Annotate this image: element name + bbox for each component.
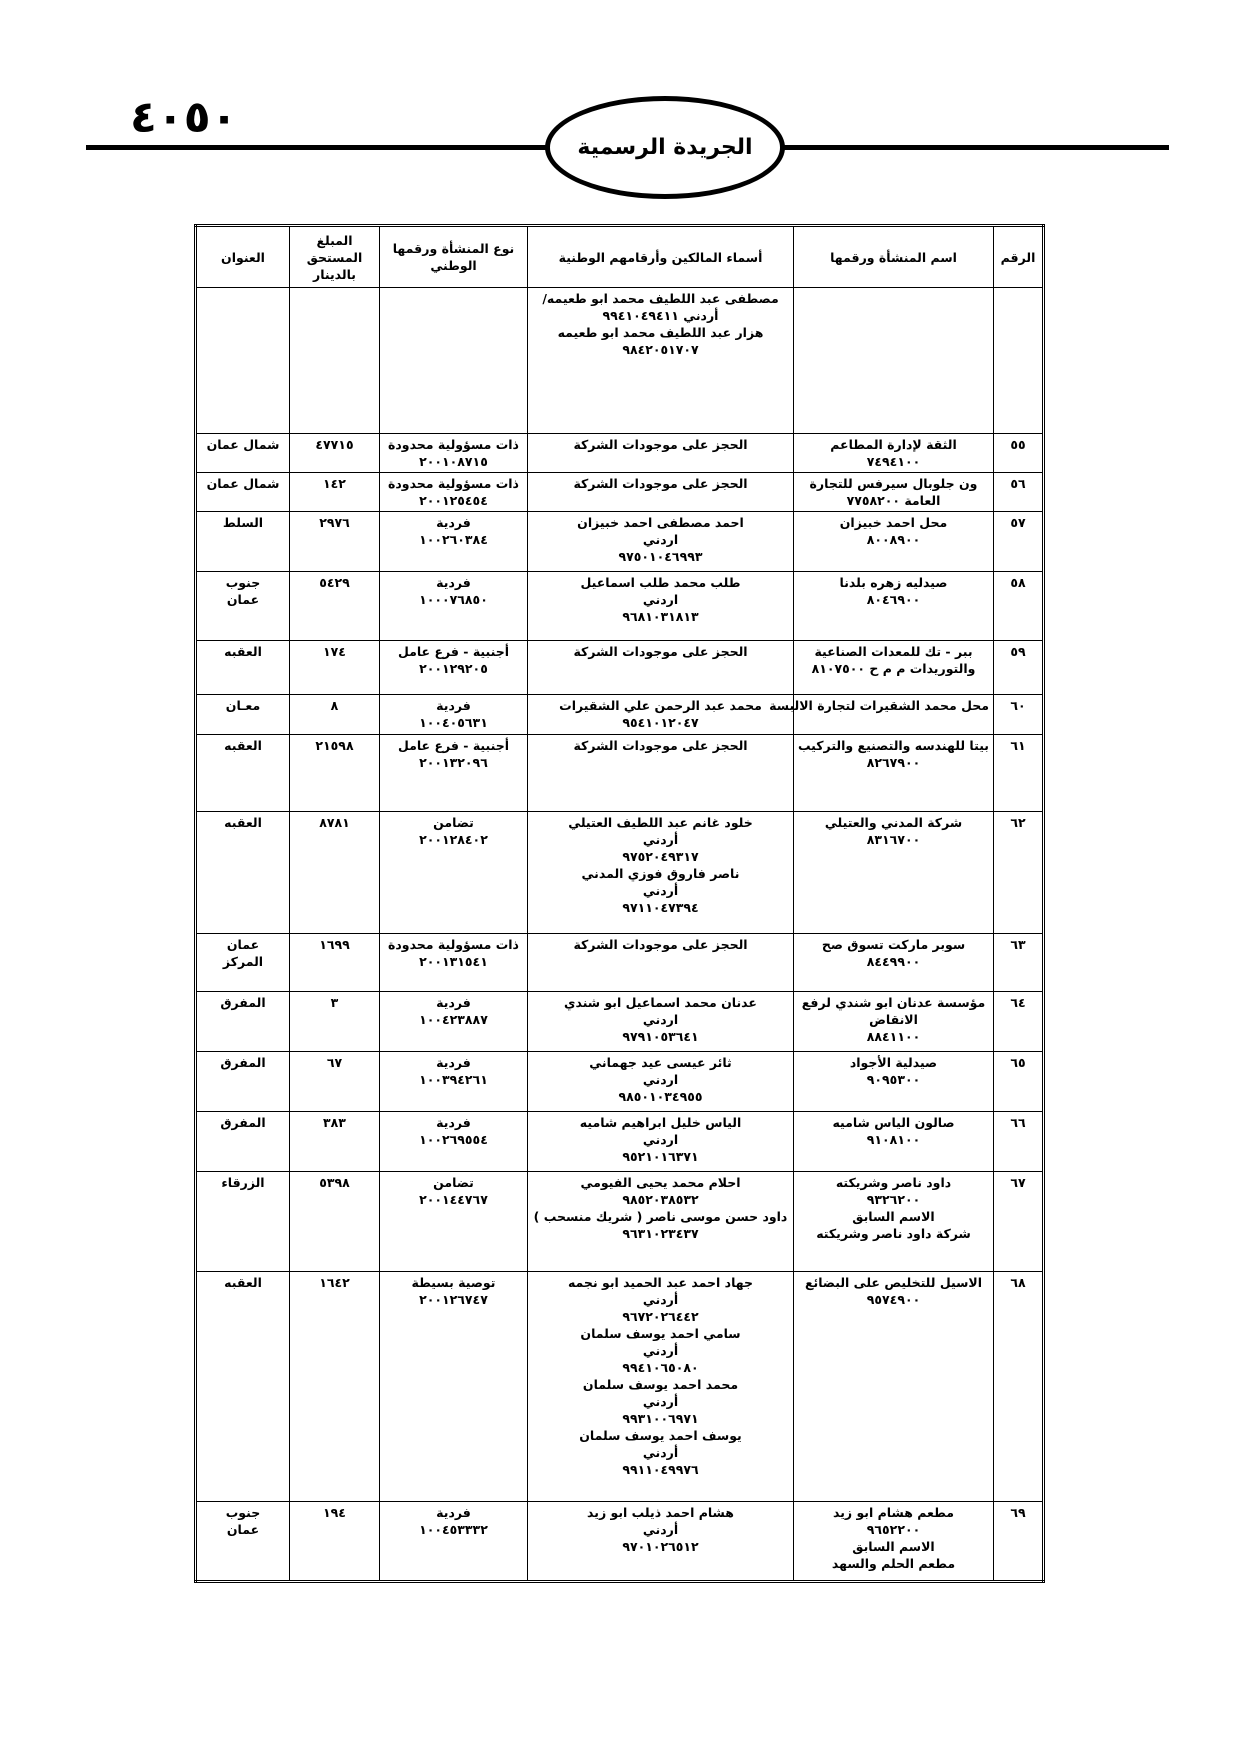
owners-cell-line: أردني xyxy=(642,883,679,898)
address-cell xyxy=(196,1052,290,1112)
owners-cell-line: ٩٦٨١٠٣١٨١٣ xyxy=(622,609,699,624)
owners-cell-line: احلام محمد يحيى الفيومي xyxy=(580,1175,741,1190)
owners-cell xyxy=(528,512,794,572)
address-cell xyxy=(196,1272,290,1502)
address-cell-line: المركز xyxy=(222,954,264,969)
establishment-cell xyxy=(794,473,994,512)
establishment-cell-line: شركة المدني والعتيلي xyxy=(824,815,963,830)
type-cell xyxy=(380,1052,528,1112)
establishment-cell-line: ٨٣١٦٧٠٠ xyxy=(866,832,921,847)
owners-cell-line: جهاد احمد عبد الحميد ابو نجمه xyxy=(567,1275,754,1290)
establishment-cell xyxy=(794,434,994,473)
type-cell xyxy=(380,473,528,512)
address-cell xyxy=(196,572,290,641)
owners-cell-line: اردني xyxy=(642,1072,679,1087)
col-header-amount: المبلغ المستحق بالدينار xyxy=(290,226,380,288)
owners-cell xyxy=(528,812,794,934)
address-cell xyxy=(196,512,290,572)
owners-cell xyxy=(528,1052,794,1112)
row-number: ٦٠ xyxy=(994,695,1044,735)
owners-cell-line: اردني xyxy=(642,532,679,547)
table-row xyxy=(196,641,1044,695)
col-header-establishment: اسم المنشأة ورقمها xyxy=(794,226,994,288)
owners-cell-line: الحجز على موجودات الشركة xyxy=(573,476,748,491)
owners-cell xyxy=(528,288,794,434)
col-header-owners: أسماء المالكين وأرقامهم الوطنية xyxy=(528,226,794,288)
header-title: الجريدة الرسمية xyxy=(577,135,753,160)
owners-cell-line: ٩٥٤١٠١٢٠٤٧ xyxy=(622,715,699,730)
address-cell xyxy=(196,1172,290,1272)
col-header-type: نوع المنشأة ورقمها الوطني xyxy=(380,226,528,288)
address-cell xyxy=(196,695,290,735)
type-cell xyxy=(380,992,528,1052)
amount-cell: ٥٤٢٩ xyxy=(290,572,380,641)
owners-cell-line: مصطفى عبد اللطيف محمد ابو طعيمه/ xyxy=(542,291,779,306)
type-cell xyxy=(380,812,528,934)
establishment-cell-line: ٩٦٥٢٢٠٠ xyxy=(866,1522,921,1537)
owners-cell-line: اردني xyxy=(642,1132,679,1147)
row-number: ٥٨ xyxy=(994,572,1044,641)
owners-cell-line: ٩٧٠١٠٢٦٥١٢ xyxy=(622,1539,699,1554)
table-row xyxy=(196,434,1044,473)
type-cell xyxy=(380,434,528,473)
establishment-cell-line: ٨٠٠٨٩٠٠ xyxy=(866,532,921,547)
amount-cell: ٥٣٩٨ xyxy=(290,1172,380,1272)
owners-cell-line: ٩٧٥٢٠٤٩٣١٧ xyxy=(622,849,699,864)
address-cell-line: العقبه xyxy=(224,815,262,830)
address-cell-line: المفرق xyxy=(220,1055,266,1070)
owners-cell-line: ٩٨٥٢٠٣٨٥٣٢ xyxy=(622,1192,699,1207)
establishment-cell-line: شركة داود ناصر وشريكته xyxy=(816,1226,971,1241)
table-row xyxy=(196,992,1044,1052)
header-oval xyxy=(545,96,785,199)
type-cell-line: فردية xyxy=(436,995,471,1010)
table-row xyxy=(196,1502,1044,1582)
owners-cell-line: ٩٧٩١٠٥٣٦٤١ xyxy=(622,1029,699,1044)
amount-cell: ٦٧ xyxy=(290,1052,380,1112)
type-cell-line: فردية xyxy=(436,575,471,590)
amount-cell: ٣ xyxy=(290,992,380,1052)
owners-cell-line: أردني xyxy=(642,1343,679,1358)
table-row xyxy=(196,934,1044,992)
establishment-cell-line: بيتا للهندسه والتصنيع والتركيب xyxy=(797,738,989,753)
address-cell-line: المفرق xyxy=(220,1115,266,1130)
type-cell-line: ٢٠٠١٢٦٧٤٧ xyxy=(419,1292,488,1307)
amount-cell: ١٦٩٩ xyxy=(290,934,380,992)
establishment-cell-line: مطعم هشام ابو زيد xyxy=(833,1505,954,1520)
establishment-cell xyxy=(794,812,994,934)
owners-cell-line: ٩٨٥٠١٠٣٤٩٥٥ xyxy=(618,1089,703,1104)
establishment-cell-line: صيدلية الأجواد xyxy=(849,1055,938,1070)
establishment-cell-line: ٧٤٩٤١٠٠ xyxy=(866,454,921,469)
amount-cell: ١٩٤ xyxy=(290,1502,380,1582)
type-cell-line: ذات مسؤولية محدودة xyxy=(388,937,519,952)
row-number: ٦٣ xyxy=(994,934,1044,992)
establishment-cell xyxy=(794,288,994,434)
table-row xyxy=(196,1172,1044,1272)
establishment-cell xyxy=(769,695,994,735)
establishment-cell-line: ٨٤٤٩٩٠٠ xyxy=(866,954,921,969)
header-rule-right xyxy=(782,145,1169,150)
establishment-cell xyxy=(794,572,994,641)
amount-cell: ٢١٥٩٨ xyxy=(290,735,380,812)
type-cell-line: ذات مسؤولية محدودة xyxy=(388,437,519,452)
owners-cell-line: داود حسن موسى ناصر ( شريك منسحب ) xyxy=(533,1209,788,1224)
address-cell-line: السلط xyxy=(222,515,264,530)
owners-cell-line: طلب محمد طلب اسماعيل xyxy=(580,575,741,590)
owners-cell xyxy=(528,992,794,1052)
establishment-cell-line: ٨٠٤٦٩٠٠ xyxy=(866,592,921,607)
type-cell xyxy=(380,934,528,992)
owners-cell xyxy=(528,1172,794,1272)
row-number: ٦٤ xyxy=(994,992,1044,1052)
establishment-cell-line: سوبر ماركت تسوق صح xyxy=(821,937,966,952)
owners-cell-line: ثائر عيسى عيد جهماني xyxy=(589,1055,732,1070)
address-cell-line: عمان xyxy=(226,592,260,607)
establishment-cell-line: صيدليه زهره بلدنا xyxy=(839,575,948,590)
type-cell xyxy=(380,512,528,572)
address-cell-line: شمال عمان xyxy=(206,437,280,452)
type-cell-line: ٢٠٠١٣١٥٤١ xyxy=(419,954,488,969)
address-cell xyxy=(196,812,290,934)
establishment-cell xyxy=(794,1112,994,1172)
owners-cell-line: محمد عبد الرحمن علي الشقيرات xyxy=(559,698,762,713)
establishment-cell xyxy=(794,512,994,572)
address-cell-line: عمان xyxy=(226,1522,260,1537)
amount-cell: ٣٨٣ xyxy=(290,1112,380,1172)
type-cell xyxy=(380,572,528,641)
owners-cell xyxy=(528,1272,794,1502)
type-cell-line: تضامن xyxy=(433,815,474,830)
owners-cell-line: أردني xyxy=(642,832,679,847)
address-cell xyxy=(196,641,290,695)
type-cell xyxy=(380,735,528,812)
type-cell-line: فردية xyxy=(436,1505,471,1520)
row-number: ٥٩ xyxy=(994,641,1044,695)
owners-cell xyxy=(528,695,794,735)
address-cell xyxy=(196,992,290,1052)
amount-cell: ١٦٤٢ xyxy=(290,1272,380,1502)
type-cell-line: فردية xyxy=(436,1055,471,1070)
owners-cell-line: الحجز على موجودات الشركة xyxy=(573,738,748,753)
establishment-cell-line: ٩١٠٨١٠٠ xyxy=(866,1132,921,1147)
owners-cell-line: عدنان محمد اسماعيل ابو شندي xyxy=(564,995,757,1010)
establishment-cell-line: مطعم الحلم والسهد xyxy=(831,1556,956,1571)
owners-cell-line: ٩٥٢١٠١٦٣٧١ xyxy=(622,1149,699,1164)
table-row xyxy=(196,735,1044,812)
owners-cell-line: أردني xyxy=(642,1445,679,1460)
row-number: ٥٥ xyxy=(994,434,1044,473)
type-cell xyxy=(380,1272,528,1502)
owners-cell-line: ٩٩٣١٠٠٦٩٧١ xyxy=(622,1411,699,1426)
row-number xyxy=(994,288,1044,434)
type-cell-line: توصية بسيطة xyxy=(411,1275,496,1290)
owners-cell-line: هزار عبد اللطيف محمد ابو طعيمه xyxy=(557,325,764,340)
records-table xyxy=(194,224,1045,1583)
establishment-cell-line: الاسم السابق xyxy=(852,1209,935,1224)
type-cell-line: أجنبية - فرع عامل xyxy=(397,644,510,659)
owners-cell-line: ٩٧١١٠٤٧٣٩٤ xyxy=(622,900,699,915)
establishment-cell xyxy=(794,641,994,695)
header-rule-left xyxy=(86,145,550,150)
type-cell xyxy=(380,1502,528,1582)
owners-cell xyxy=(528,641,794,695)
establishment-cell-line: الاسم السابق xyxy=(852,1539,935,1554)
owners-cell xyxy=(528,1112,794,1172)
type-cell-line: ١٠٠٤٢٣٨٨٧ xyxy=(419,1012,488,1027)
address-cell xyxy=(196,434,290,473)
establishment-cell xyxy=(794,934,994,992)
col-header-number: الرقم xyxy=(994,226,1044,288)
owners-cell xyxy=(528,934,794,992)
type-cell-line: ١٠٠٤٠٥٦٣١ xyxy=(419,715,488,730)
owners-cell-line: الياس خليل ابراهيم شاميه xyxy=(579,1115,742,1130)
owners-cell-line: أردني ٩٩٤١٠٤٩٤١١ xyxy=(602,308,719,323)
type-cell-line: فردية xyxy=(436,1115,471,1130)
type-cell-line: ١٠٠٣٩٤٢٦١ xyxy=(419,1072,488,1087)
row-number: ٥٧ xyxy=(994,512,1044,572)
row-number: ٦٥ xyxy=(994,1052,1044,1112)
row-number: ٦٦ xyxy=(994,1112,1044,1172)
address-cell xyxy=(196,473,290,512)
establishment-cell-line: مؤسسة عدنان ابو شندي لرفع xyxy=(801,995,986,1010)
type-cell-line: ذات مسؤولية محدودة xyxy=(388,476,519,491)
owners-cell-line: احمد مصطفى احمد خبيزان xyxy=(577,515,744,530)
table-header-row xyxy=(196,226,1044,288)
owners-cell-line: الحجز على موجودات الشركة xyxy=(573,437,748,452)
address-cell-line: العقبه xyxy=(224,738,262,753)
type-cell-line: فردية xyxy=(436,515,471,530)
type-cell xyxy=(380,1172,528,1272)
table-row xyxy=(196,1272,1044,1502)
establishment-cell-line: ٨٨٤١١٠٠ xyxy=(866,1029,921,1044)
amount-cell xyxy=(290,288,380,434)
owners-cell-line: ٩٦٧٢٠٢٦٤٤٢ xyxy=(622,1309,699,1324)
owners-cell-line: محمد احمد يوسف سلمان xyxy=(582,1377,739,1392)
type-cell xyxy=(380,641,528,695)
address-cell xyxy=(196,288,290,434)
owners-cell-line: ٩٩٤١٠٦٥٠٨٠ xyxy=(622,1360,699,1375)
establishment-cell-line: والتوريدات م م ح ٨١٠٧٥٠٠ xyxy=(811,661,976,676)
address-cell xyxy=(196,934,290,992)
type-cell-line: ٢٠٠١٢٥٤٥٤ xyxy=(419,493,488,508)
type-cell-line: ١٠٠٠٧٦٨٥٠ xyxy=(419,592,488,607)
establishment-cell xyxy=(794,992,994,1052)
type-cell-line: ٢٠٠١٤٤٧٦٧ xyxy=(419,1192,488,1207)
owners-cell-line: هشام احمد ذيلب ابو زيد xyxy=(587,1505,734,1520)
table-row xyxy=(196,1052,1044,1112)
owners-cell xyxy=(528,572,794,641)
establishment-cell-line: ٨٢٦٧٩٠٠ xyxy=(866,755,921,770)
table-row xyxy=(196,812,1044,934)
owners-cell-line: ٩٦٣١٠٢٣٤٣٧ xyxy=(622,1226,699,1241)
establishment-cell xyxy=(794,1502,994,1582)
table-row xyxy=(196,572,1044,641)
establishment-cell-line: الثقة لإدارة المطاعم xyxy=(830,437,957,452)
amount-cell: ٨٧٨١ xyxy=(290,812,380,934)
amount-cell: ١٤٢ xyxy=(290,473,380,512)
table-row xyxy=(196,512,1044,572)
table-body xyxy=(196,288,1044,1582)
address-cell-line: الزرقاء xyxy=(221,1175,265,1190)
owners-cell-line: يوسف احمد يوسف سلمان xyxy=(579,1428,742,1443)
owners-cell xyxy=(528,735,794,812)
owners-cell-line: ٩٩١١٠٤٩٩٧٦ xyxy=(622,1462,699,1477)
type-cell-line: تضامن xyxy=(433,1175,474,1190)
row-number: ٦٧ xyxy=(994,1172,1044,1272)
amount-cell: ١٧٤ xyxy=(290,641,380,695)
owners-cell-line: أردني xyxy=(642,1292,679,1307)
amount-cell: ٤٧٧١٥ xyxy=(290,434,380,473)
col-header-address: العنوان xyxy=(196,226,290,288)
establishment-cell-line: العامة ٧٧٥٨٢٠٠ xyxy=(846,493,941,508)
establishment-cell xyxy=(794,735,994,812)
address-cell-line: معـان xyxy=(225,698,261,713)
type-cell-line: ٢٠٠١٢٩٢٠٥ xyxy=(419,661,488,676)
establishment-cell-line: الانقاض xyxy=(869,1012,918,1027)
establishment-cell-line: ٩٥٧٤٩٠٠ xyxy=(866,1292,921,1307)
table-row xyxy=(196,1112,1044,1172)
page-number: ٤٠٥٠ xyxy=(130,92,238,143)
address-cell-line: جنوب xyxy=(225,1505,261,1520)
row-number: ٦٨ xyxy=(994,1272,1044,1502)
table-row xyxy=(196,473,1044,512)
type-cell xyxy=(380,1112,528,1172)
establishment-cell xyxy=(794,1272,994,1502)
type-cell xyxy=(380,288,528,434)
owners-cell-line: أردني xyxy=(642,1394,679,1409)
establishment-cell-line: داود ناصر وشريكته xyxy=(835,1175,952,1190)
address-cell-line: شمال عمان xyxy=(206,476,280,491)
owners-cell xyxy=(528,473,794,512)
owners-cell-line: ٩٨٤٢٠٥١٧٠٧ xyxy=(622,342,699,357)
owners-cell xyxy=(528,434,794,473)
address-cell-line: جنوب xyxy=(225,575,261,590)
establishment-cell xyxy=(794,1052,994,1112)
address-cell-line: المفرق xyxy=(220,995,266,1010)
address-cell-line: العقبه xyxy=(224,644,262,659)
establishment-cell-line: محل احمد خبيزان xyxy=(839,515,948,530)
row-number: ٦٢ xyxy=(994,812,1044,934)
owners-cell xyxy=(528,1502,794,1582)
address-cell xyxy=(196,1112,290,1172)
row-number: ٦٩ xyxy=(994,1502,1044,1582)
table-row xyxy=(196,695,1044,735)
establishment-cell xyxy=(794,1172,994,1272)
owners-cell-line: ناصر فاروق فوزي المدني xyxy=(581,866,740,881)
type-cell-line: فردية xyxy=(436,698,471,713)
type-cell-line: أجنبية - فرع عامل xyxy=(397,738,510,753)
row-number: ٦١ xyxy=(994,735,1044,812)
table-row xyxy=(196,288,1044,434)
address-cell-line: العقبه xyxy=(224,1275,262,1290)
type-cell-line: ٢٠٠١٢٨٤٠٢ xyxy=(419,832,488,847)
type-cell xyxy=(380,695,528,735)
type-cell-line: ١٠٠٤٥٣٣٣٢ xyxy=(419,1522,488,1537)
establishment-cell-line: الاسيل للتخليص على البضائع xyxy=(805,1275,982,1290)
owners-cell-line: الحجز على موجودات الشركة xyxy=(573,937,748,952)
row-number: ٥٦ xyxy=(994,473,1044,512)
type-cell-line: ٢٠٠١٠٨٧١٥ xyxy=(419,454,488,469)
establishment-cell-line: محل محمد الشقيرات لتجارة الالبسة xyxy=(769,698,989,713)
owners-cell-line: خلود غانم عبد اللطيف العتيلي xyxy=(568,815,753,830)
owners-cell-line: ٩٧٥٠١٠٤٦٩٩٣ xyxy=(618,549,703,564)
address-cell-line: عمان xyxy=(226,937,260,952)
address-cell xyxy=(196,735,290,812)
establishment-cell-line: ٩٣٢٦٢٠٠ xyxy=(866,1192,921,1207)
type-cell-line: ١٠٠٢٦٩٥٥٤ xyxy=(419,1132,488,1147)
establishment-cell-line: ببر - تك للمعدات الصناعية xyxy=(814,644,973,659)
establishment-cell-line: ون جلوبال سيرفس للتجارة xyxy=(809,476,978,491)
owners-cell-line: اردني xyxy=(642,1012,679,1027)
type-cell-line: ١٠٠٢٦٠٣٨٤ xyxy=(419,532,488,547)
owners-cell-line: اردني xyxy=(642,592,679,607)
type-cell-line: ٢٠٠١٣٢٠٩٦ xyxy=(419,755,488,770)
owners-cell-line: أردني xyxy=(642,1522,679,1537)
amount-cell: ٨ xyxy=(290,695,380,735)
establishment-cell-line: ٩٠٩٥٣٠٠ xyxy=(866,1072,921,1087)
owners-cell-line: الحجز على موجودات الشركة xyxy=(573,644,748,659)
owners-cell-line: سامي احمد يوسف سلمان xyxy=(580,1326,741,1341)
amount-cell: ٢٩٧٦ xyxy=(290,512,380,572)
address-cell xyxy=(196,1502,290,1582)
establishment-cell-line: صالون الياس شاميه xyxy=(832,1115,955,1130)
